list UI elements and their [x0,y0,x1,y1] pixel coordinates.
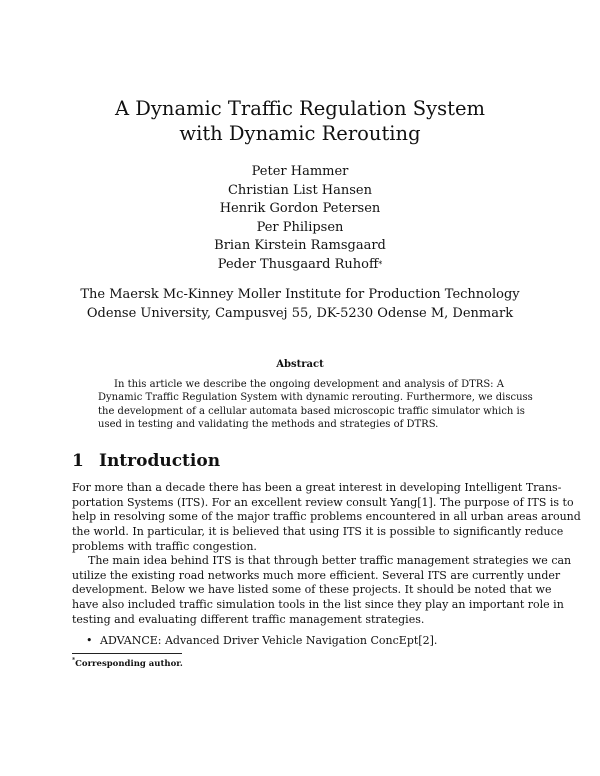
abstract-line: Dynamic Traffic Regulation System with dynamic rerouting. Furthermore, we discuss [98,392,533,404]
title-line-2: with Dynamic Rerouting [179,122,421,145]
affiliation [0,286,600,323]
author-name: Brian Kirstein Ramsgaard [214,238,386,254]
abstract-line: In this article we describe the ongoing development and analysis of DTRS: A [114,379,504,390]
paragraph-line: For more than a decade there has been a great interest in developing Intelligent Trans- [72,481,562,494]
paragraph-line: have also included traffic simulation tools in the list since they play an important role in [72,598,564,612]
footnote-divider [72,653,182,654]
author-name: Henrik Gordon Petersen [219,201,381,217]
section-number: 1 [72,451,84,471]
intro-paragraph-1 [72,481,581,555]
intro-paragraph-2 [72,554,572,628]
abstract-line: the development of a cellular automata based microscopic traffic simulator which is [98,405,525,417]
footnote [72,657,183,669]
section-heading [72,451,220,471]
corresponding-author-mark: * [378,259,383,269]
paragraph-line: help in resolving some of the major traffic problems encountered in all urban areas around [72,510,581,524]
list-item [86,634,437,647]
author-list [0,163,600,275]
paragraph-line: testing and evaluating different traffic management strategies. [72,612,425,626]
paragraph-line: development. Below we have listed some of these projects. It should be noted that we [72,583,552,597]
paragraph-line: the world. In particular, it is believed that using ITS it is possible to significantly reduce [72,525,564,539]
author-name: Peter Hammer [251,164,349,179]
paragraph-line: utilize the existing road networks much more efficient. Several ITS are currently under [72,568,561,582]
section-title: Introduction [99,451,221,471]
title-line-1: A Dynamic Traffic Regulation System [114,97,486,120]
abstract-text [98,378,533,431]
affiliation-line-2: Odense University, Campusvej 55, DK-5230 Odense M, Denmark [86,305,514,321]
paragraph-line: portation Systems (ITS). For an excellent review consult Yang[1]. The purpose of ITS is to [72,495,574,509]
footnote-mark: * [72,657,76,664]
abstract-heading: Abstract [276,359,324,370]
bullet-icon: • [86,634,93,647]
paragraph-line: The main idea behind ITS is that through better traffic management strategies we can [88,554,572,567]
author-name: Christian List Hansen [227,182,372,198]
affiliation-line-1: The Maersk Mc-Kinney Moller Institute for Production Technology [80,287,520,302]
list-item-text: ADVANCE: Advanced Driver Vehicle Navigation ConcEpt[2]. [100,634,438,647]
author-name: Per Philipsen [256,219,344,235]
author-name-corresponding [0,256,600,275]
paragraph-line: problems with traffic congestion. [72,539,257,553]
paper-title [0,96,600,146]
abstract-line: used in testing and validating the methods and strategies of DTRS. [98,418,439,430]
footnote-text: Corresponding author. [75,658,183,669]
author-name: Peder Thusgaard Ruhoff [217,256,379,272]
